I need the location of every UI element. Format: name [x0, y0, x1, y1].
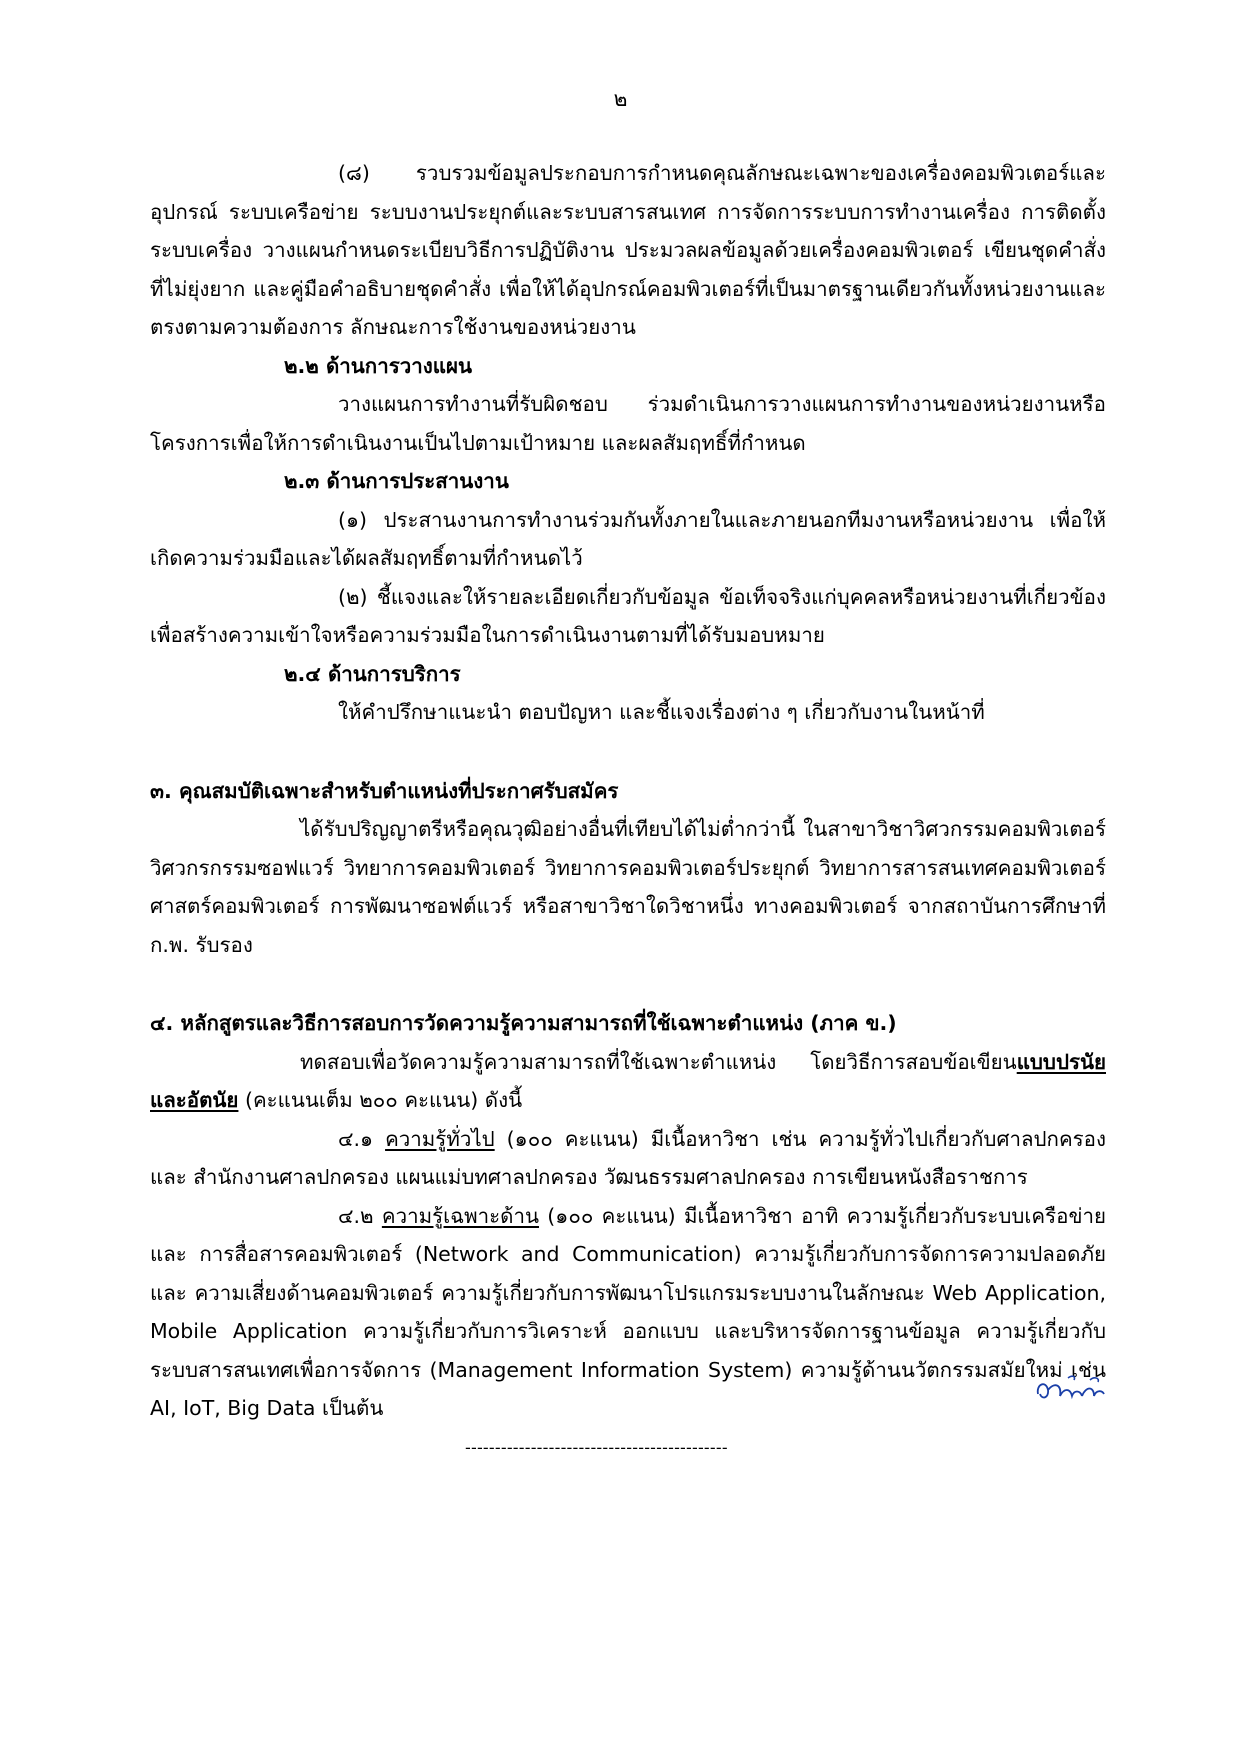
document-body: [150, 154, 1106, 1428]
paragraph-2-1-8: (๘) รวบรวมข้อมูลประกอบการกำหนดคุณลักษณะเฉพาะของเครื่องคอมพิวเตอร์และ อุปกรณ์ ระบบเครือข่าย ระบบงานประยุกต์และระบบสารสนเทศ การจัดการระบบการทำงานเครื่อง การติดตั้ง ระบบเครื่อง วางแผนกำหนดระเบียบวิธีการปฏิบัติงาน ประมวลผลข้อมูลด้วยเครื่องคอมพิวเตอร์ เขียนชุดคำสั่ง ที่ไม่ยุ่งยาก และคู่มือคำอธิบายชุดคำสั่ง เพื่อให้ได้อุปกรณ์คอมพิวเตอร์ที่เป็นมาตรฐานเดียวกันทั้งหน่วยงานและ ตรงตามความต้องการ ลักษณะการใช้งานของหน่วยงาน: [150, 161, 1106, 339]
handwritten-signature: [1032, 1372, 1110, 1408]
heading-2-3: ๒.๓ ด้านการประสานงาน: [284, 469, 509, 493]
heading-2-2: ๒.๒ ด้านการวางแผน: [284, 353, 472, 378]
item-number-4-1: ๔.๑: [338, 1126, 386, 1151]
heading-section-4: ๔. หลักสูตรและวิธีการสอบการวัดความรู้ความสามารถที่ใช้เฉพาะตำแหน่ง (ภาค ข.): [150, 1011, 897, 1035]
item-4-1-text: (๑๐๐ คะแนน) มีเนื้อหาวิชา เช่น ความรู้ทั่วไปเกี่ยวกับศาลปกครองและ สำนักงานศาลปกครอง แผนแม่บทศาลปกครอง วัฒนธรรมศาลปกครอง การเขียนหนังสือราชการ: [150, 1126, 1106, 1189]
paragraph-2-3-1: (๑) ประสานงานการทำงานร่วมกันทั้งภายในและภายนอกทีมงานหรือหน่วยงาน เพื่อให้ เกิดความร่วมมือและได้ผลสัมฤทธิ์ตามที่กำหนดไว้: [150, 507, 1106, 570]
section-4-score: (คะแนนเต็ม ๒๐๐ คะแนน) ดังนี้: [238, 1088, 523, 1112]
heading-section-3: ๓. คุณสมบัติเฉพาะสำหรับตำแหน่งที่ประกาศรับสมัคร: [150, 778, 619, 803]
item-number-4-2: ๔.๒: [338, 1203, 382, 1228]
paragraph-section-4: [150, 1043, 1106, 1120]
paragraph-4-2: [150, 1197, 1106, 1428]
end-of-document-rule: --------------------------------------------: [465, 1438, 728, 1457]
specific-knowledge-label: ความรู้เฉพาะด้าน: [381, 1203, 539, 1228]
heading-2-4: ๒.๔ ด้านการบริการ: [284, 661, 461, 686]
paragraph-2-4: ให้คำปรึกษาแนะนำ ตอบปัญหา และชี้แจงเรื่องต่าง ๆ เกี่ยวกับงานในหน้าที่: [338, 700, 985, 724]
paragraph-2-3-2: (๒) ชี้แจงและให้รายละเอียดเกี่ยวกับข้อมูล ข้อเท็จจริงแก่บุคคลหรือหน่วยงานที่เกี่ยวข้อง เพื่อสร้างความเข้าใจหรือความร่วมมือในการดำเนินงานตามที่ได้รับมอบหมาย: [150, 584, 1106, 647]
general-knowledge-label: ความรู้ทั่วไป: [385, 1126, 495, 1151]
page-number: ๒: [613, 87, 628, 111]
paragraph-4-1: [150, 1120, 1106, 1197]
paragraph-2-2: วางแผนการทำงานที่รับผิดชอบ ร่วมดำเนินการวางแผนการทำงานของหน่วยงานหรือ โครงการเพื่อให้การดำเนินงานเป็นไปตามเป้าหมาย และผลสัมฤทธิ์ที่กำหนด: [150, 392, 1106, 455]
paragraph-section-3: ได้รับปริญญาตรีหรือคุณวุฒิอย่างอื่นที่เทียบได้ไม่ต่ำกว่านี้ ในสาขาวิชาวิศวกรรมคอมพิวเตอร์ วิศวกรกรรมซอฟแวร์ วิทยาการคอมพิวเตอร์ วิทยาการคอมพิวเตอร์ประยุกต์ วิทยาการสารสนเทศคอมพิวเตอร์ ศาสตร์คอมพิวเตอร์ การพัฒนาซอฟต์แวร์ หรือสาขาวิชาใดวิชาหนึ่ง ทางคอมพิวเตอร์ จากสถาบันการศึกษาที่ ก.พ. รับรอง: [150, 817, 1106, 957]
section-4-intro: ทดสอบเพื่อวัดความรู้ความสามารถที่ใช้เฉพาะตำแหน่ง โดยวิธีการสอบข้อเขียน: [300, 1049, 1017, 1074]
exam-method-emphasis: แบบปรนัยและอัตนัย: [150, 1049, 1106, 1112]
item-4-2-text: (๑๐๐ คะแนน) มีเนื้อหาวิชา อาทิ ความรู้เกี่ยวกับระบบเครือข่ายและ การสื่อสารคอมพิวเตอร์ (Network and Communication) ความรู้เกี่ยวกับการจัดการความปลอดภัยและ ความเสี่ยงด้านคอมพิวเตอร์ ความรู้เกี่ยวกับการพัฒนาโปรแกรมระบบงานในลักษณะ Web Application, Mobile Application ความรู้เกี่ยวกับการวิเคราะห์ ออกแบบ และบริหารจัดการฐานข้อมูล ความรู้เกี่ยวกับ ระบบสารสนเทศเพื่อการจัดการ (Management Information System) ความรู้ด้านนวัตกรรมสมัยใหม่ เช่น AI, IoT, Big Data เป็นต้น: [150, 1203, 1106, 1420]
